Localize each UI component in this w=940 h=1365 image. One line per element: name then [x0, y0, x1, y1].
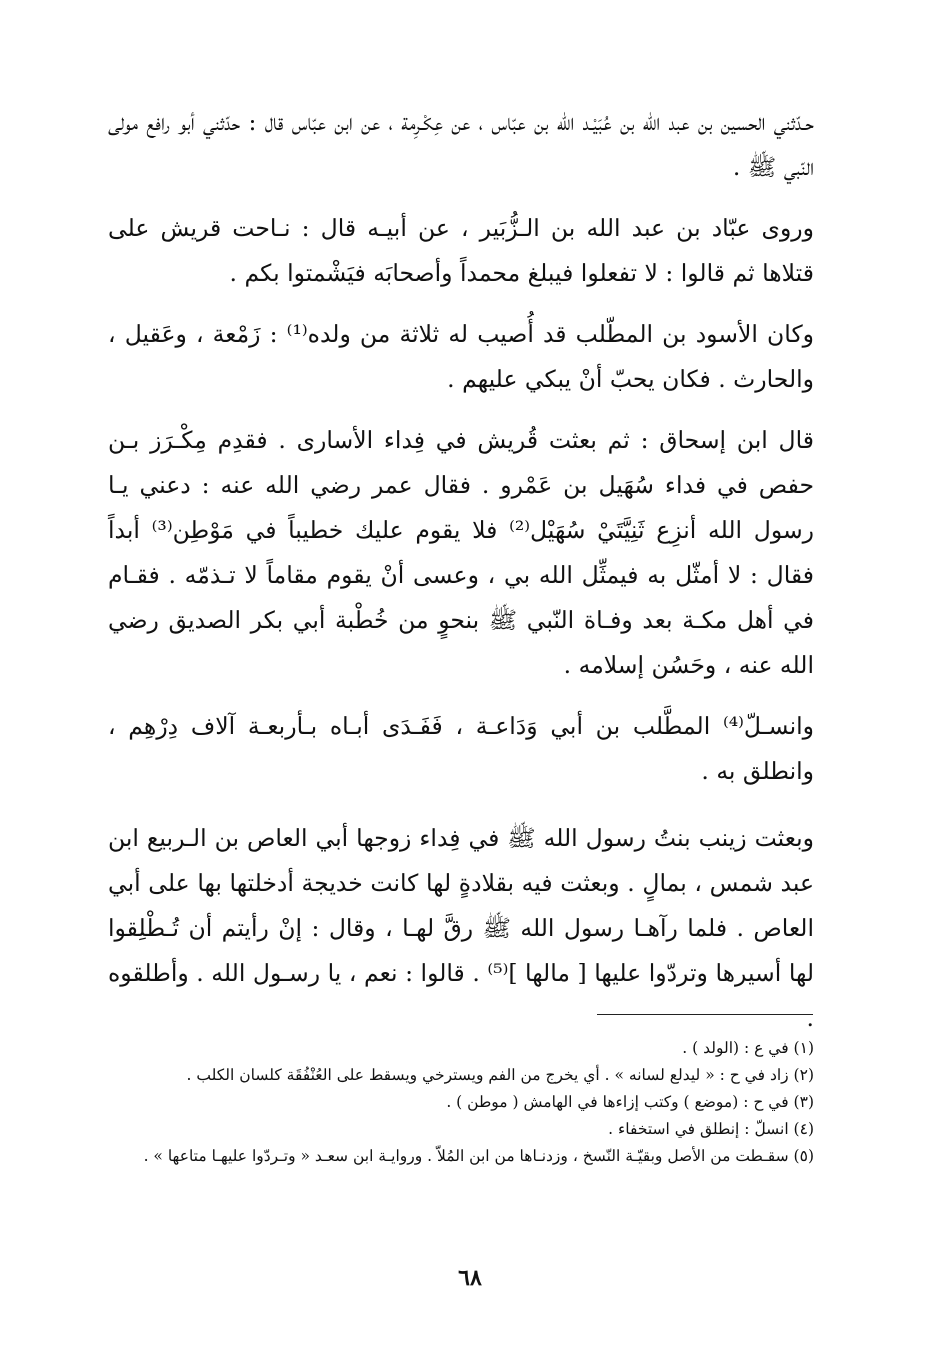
paragraph-5: وانسـلّ⁽⁴⁾ المطَّلب بن أبي وَدَاعـة ، فَفَـدَى أبـاه بـأربعـة آلاف دِرْهِم ، وانطلق به . [108, 712, 814, 785]
footnote-divider [597, 1014, 813, 1015]
main-text [108, 100, 814, 1057]
footnote-3: (٣) في ح : (موضع ) وكتب إزاءها في الهامش ( موطن ) . [446, 1093, 814, 1111]
paragraph-1: حـدّثني الحسين بن عبد الله بن عُبَيْـد الله بن عبّاس ، عن عِكْـرِمة ، عن ابن عبّاس قال : حدّثني أبو رافع مولى النّبي ﷺ . [108, 108, 814, 181]
paragraph-4: قال ابن إسحاق : ثم بعثت قُريش في فِداء الأسارى . فقدِم مِكْـرَز بـن حفص في فداء سُهَيل بن عَمْرو . فقال عمر رضي الله عنه : دعني يـا رسول الله أنزِع ثَنِيَّتَيْ سُهَيْل⁽²⁾ فلا يقوم عليك خطيباً في مَوْطِن⁽³⁾ أبداً فقال : لا أمثّل به فيمثِّل الله بي ، وعسى أنْ يقوم مقاماً لا تـذمّه . فقـام في أهل مكـة بعد وفـاة النّبي ﷺ بنحوٍ من خُطْبة أبي بكر الصديق رضي الله عنه ، وحَسُن إسلامه . [108, 426, 814, 679]
page-number: ٦٨ [458, 1265, 482, 1291]
footnote-2: (٢) زاد في ح : « ليدلع لسانه » . أي يخرج من الفم ويسترخي ويسقط على العُنْفُقَة كلسان الكلب . [186, 1066, 814, 1084]
footnote-1: (١) في ع : (الولد ) . [682, 1039, 814, 1057]
footnote-5: (٥) سقـطت من الأصل وبقيّـة النّسخ ، وزدنـاها من ابن المُلاّ . وروايـة ابن سعـد « وتـردّوا عليهـا متاعها » . [143, 1147, 814, 1165]
paragraph-3: وكان الأسود بن المطّلب قد أُصيب له ثلاثة من ولده⁽¹⁾ : زَمْعة ، وعَقيل ، والحارث . فكان يحبّ أنْ يبكي عليهم . [108, 320, 814, 393]
paragraph-2: وروى عبّاد بن عبد الله بن الـزُّبَير ، عن أبيـه قال : نـاحت قريش على قتلاها ثم قالوا : لا تفعلوا فيبلغ محمداً وأصحابَه فيَشْمتوا بكم . [108, 214, 814, 287]
footnotes [108, 1035, 814, 1170]
footnote-4: (٤) انسلّ : إنطلق في استخفاء . [608, 1120, 814, 1138]
paragraph-6: وبعثت زينب بنتُ رسول الله ﷺ في فِداء زوجها أبي العاص بن الـربيع ابن عبد شمس ، بمالٍ . وبعثت فيه بقلادةٍ لها كانت خديجة أدخلتها بها على أبي العاص . فلما رآهـا رسول الله ﷺ رقَّ لهـا ، وقال : إنْ رأيتم أن تُـطْلِقوا لها أسيرها وتردّوا عليها [ مالها ]⁽⁵⁾ . قالوا : نعم ، يا رسـول الله . وأطلقوه . [108, 824, 814, 1032]
